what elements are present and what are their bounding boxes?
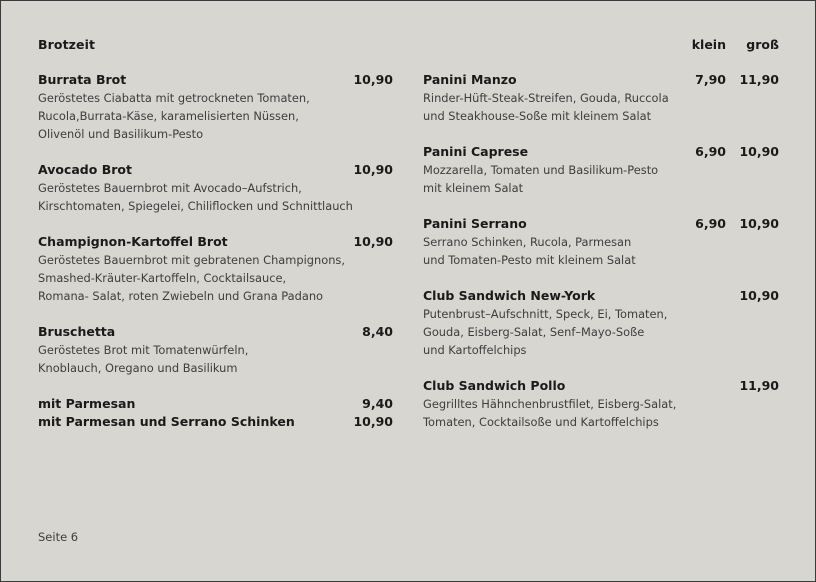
menu-item — [423, 287, 693, 359]
item-description-line: Putenbrust–Aufschnitt, Speck, Ei, Tomaten, — [423, 307, 668, 321]
item-description-line: mit kleinem Salat — [423, 181, 524, 195]
item-name: Champignon-Kartoffel Brot — [38, 234, 228, 249]
item-description-line: Rucola,Burrata-Käse, karamelisierten Nüssen, — [38, 109, 299, 123]
menu-item — [423, 215, 693, 269]
item-price: 10,90 — [353, 234, 393, 249]
item-description-line: Mozzarella, Tomaten und Basilikum-Pesto — [423, 163, 659, 177]
item-name: Panini Caprese — [423, 144, 529, 159]
item-description-line: Smashed-Kräuter-Kartoffeln, Cocktailsauce, — [38, 271, 287, 285]
item-name: Club Sandwich Pollo — [423, 378, 566, 393]
column-header-small: klein — [691, 37, 726, 52]
item-name: mit Parmesan und Serrano Schinken — [38, 414, 295, 429]
item-description-line: Kirschtomaten, Spiegelei, Chiliflocken und Schnittlauch — [38, 199, 353, 213]
item-price: 10,90 — [353, 72, 393, 87]
menu-item — [423, 143, 693, 197]
item-description-line: Knoblauch, Oregano und Basilikum — [38, 361, 238, 375]
item-description-line: und Steakhouse-Soße mit kleinem Salat — [423, 109, 652, 123]
item-description-line: Tomaten, Cocktailsoße und Kartoffelchips — [423, 415, 659, 429]
item-price: 10,90 — [353, 162, 393, 177]
item-description-line: Geröstetes Brot mit Tomatenwürfeln, — [38, 343, 249, 357]
item-price: 9,40 — [362, 396, 393, 411]
item-name: Burrata Brot — [38, 72, 127, 87]
item-description-line: und Tomaten-Pesto mit kleinem Salat — [423, 253, 636, 267]
item-name: mit Parmesan — [38, 396, 136, 411]
item-price-large: 11,90 — [739, 72, 779, 87]
menu-item — [423, 377, 693, 431]
item-description-line: und Kartoffelchips — [423, 343, 527, 357]
menu-item — [423, 71, 693, 125]
item-name: Panini Manzo — [423, 72, 517, 87]
item-description-line: Rinder-Hüft-Steak-Streifen, Gouda, Ruccola — [423, 91, 669, 105]
item-price-large: 10,90 — [739, 288, 779, 303]
item-price-small: 7,90 — [695, 72, 726, 87]
item-description-line: Gegrilltes Hähnchenbrustfilet, Eisberg-Salat, — [423, 397, 677, 411]
item-description-line: Serrano Schinken, Rucola, Parmesan — [423, 235, 632, 249]
item-description-line: Romana- Salat, roten Zwiebeln und Grana Padano — [38, 289, 324, 303]
item-description-line: Geröstetes Bauernbrot mit Avocado–Aufstrich, — [38, 181, 302, 195]
item-price-large: 10,90 — [739, 144, 779, 159]
item-name: Avocado Brot — [38, 162, 132, 177]
item-name: Bruschetta — [38, 324, 116, 339]
item-price-small: 6,90 — [695, 216, 726, 231]
item-name: Panini Serrano — [423, 216, 527, 231]
item-price-small: 6,90 — [695, 144, 726, 159]
item-price: 8,40 — [362, 324, 393, 339]
item-description-line: Olivenöl und Basilikum-Pesto — [38, 127, 204, 141]
column-header-large: groß — [746, 37, 779, 52]
page-number: Seite 6 — [38, 530, 79, 544]
section-title: Brotzeit — [38, 37, 96, 52]
item-name: Club Sandwich New-York — [423, 288, 596, 303]
item-price-large: 11,90 — [739, 378, 779, 393]
item-description-line: Geröstetes Bauernbrot mit gebratenen Champignons, — [38, 253, 345, 267]
item-description-line: Geröstetes Ciabatta mit getrockneten Tomaten, — [38, 91, 310, 105]
item-price: 10,90 — [353, 414, 393, 429]
item-description-line: Gouda, Eisberg-Salat, Senf–Mayo-Soße — [423, 325, 645, 339]
item-price-large: 10,90 — [739, 216, 779, 231]
